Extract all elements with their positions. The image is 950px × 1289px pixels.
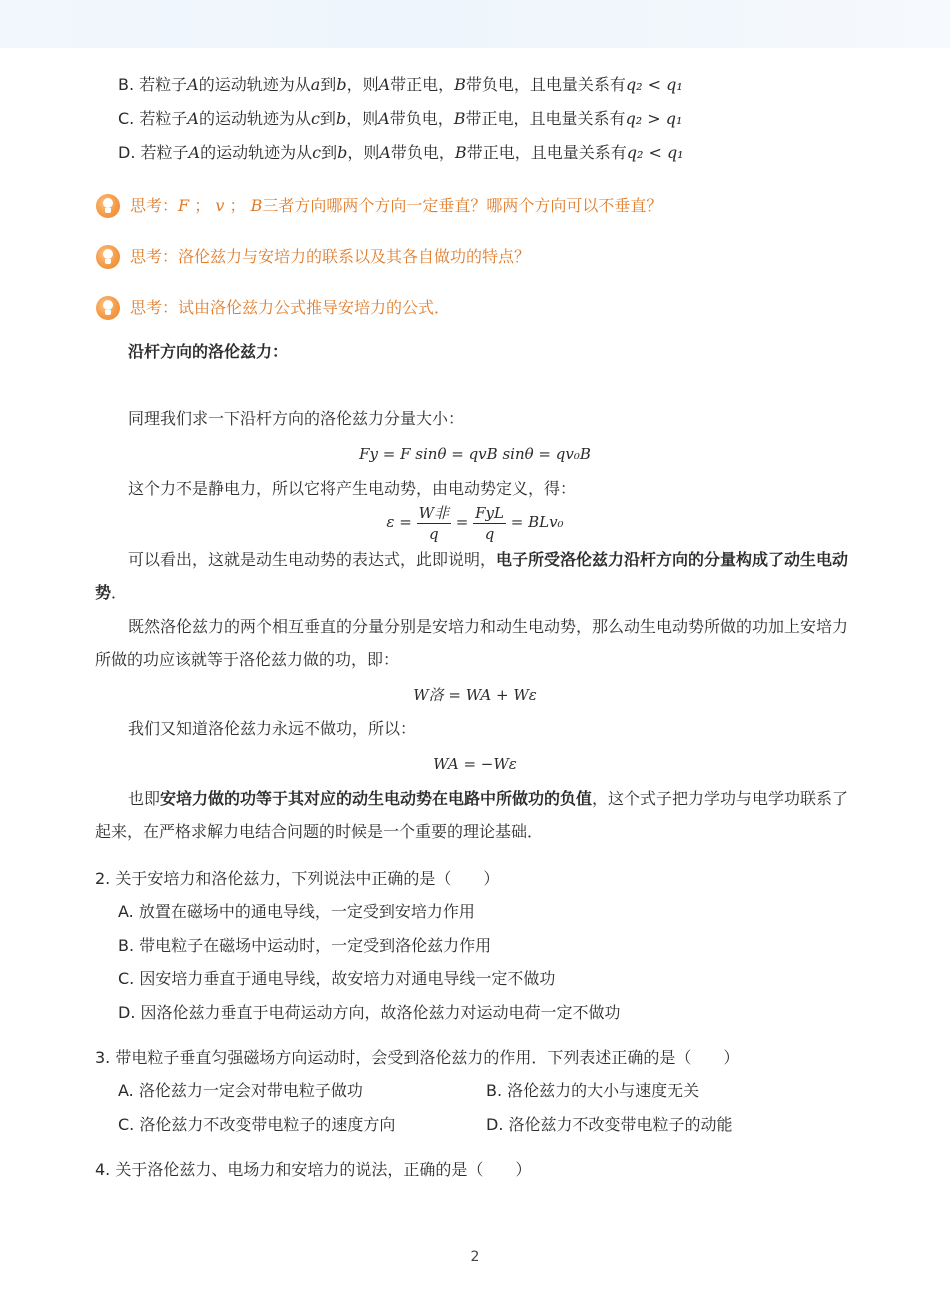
fraction-denominator: q <box>484 524 495 543</box>
math-var: B <box>250 196 263 215</box>
q2-option-d: D. 因洛伦兹力垂直于电荷运动方向，故洛伦兹力对运动电荷一定不做功 <box>118 1003 621 1022</box>
math-var: v <box>215 196 225 215</box>
option-text: 带正电， <box>390 75 455 94</box>
paragraph-text: ． <box>111 583 128 602</box>
option-text: 若粒子 <box>140 143 189 162</box>
math-var: A <box>188 143 201 162</box>
math-var: b <box>336 75 347 94</box>
math-var: c <box>310 109 320 128</box>
q3-option-d: D. 洛伦兹力不改变带电粒子的动能 <box>486 1115 733 1134</box>
math-var: A <box>187 109 199 128</box>
separator: ； <box>229 196 246 215</box>
option-text: 的运动轨迹为从 <box>198 109 311 128</box>
bold-conclusion: 电子所受洛伦兹力沿杆方向的分量构成了动生电动势 <box>95 550 849 602</box>
lightbulb-icon <box>96 245 120 269</box>
fraction-numerator: W非 <box>418 503 449 522</box>
q3-option-a: A. 洛伦兹力一定会对带电粒子做功 <box>118 1081 363 1100</box>
charge-relation: q₂ < q₁ <box>626 143 684 162</box>
equation-text: W洛 = WA + Wε <box>413 686 537 704</box>
equation-4 <box>0 753 950 775</box>
option-text: 若粒子 <box>139 109 188 128</box>
equation-2 <box>0 500 950 544</box>
math-var: A <box>378 109 390 128</box>
option-text: 带正电，且电量关系有 <box>465 109 626 128</box>
math-var: B <box>454 75 466 94</box>
equation-3 <box>0 684 950 706</box>
option-text: 到 <box>320 75 337 94</box>
option-text: ，则 <box>346 109 379 128</box>
equation-1 <box>0 443 950 465</box>
q3-option-b: B. 洛伦兹力的大小与速度无关 <box>486 1081 700 1100</box>
paragraph-text: 可以看出，这就是动生电动势的表达式，此即说明， <box>128 550 497 569</box>
lightbulb-icon <box>96 296 120 320</box>
math-var: A <box>378 75 391 94</box>
think-prompt-3: 思考：试由洛伦兹力公式推导安培力的公式． <box>130 298 451 317</box>
think-prompt-2: 思考：洛伦兹力与安培力的联系以及其各自做功的特点？ <box>130 247 531 266</box>
option-label: B. <box>118 75 135 94</box>
q2-option-c: C. 因安培力垂直于通电导线，故安培力对通电导线一定不做功 <box>118 969 556 988</box>
think-text: 三者方向哪两个方向一定垂直？哪两个方向可以不垂直？ <box>262 196 663 215</box>
think-prefix: 思考： <box>130 196 179 215</box>
q3-stem: 3. 带电粒子垂直匀强磁场方向运动时，会受到洛伦兹力的作用．下列表述正确的是（ ） <box>95 1048 740 1067</box>
paragraph-3 <box>95 543 857 609</box>
equals: = <box>455 513 469 531</box>
math-var: B <box>453 109 466 128</box>
think-prompt-1 <box>130 195 662 217</box>
q2-option-a: A. 放置在磁场中的通电导线，一定受到安培力作用 <box>118 902 475 921</box>
paragraph-6 <box>95 782 857 848</box>
paragraph-1: 同理我们求一下沿杆方向的洛伦兹力分量大小： <box>128 409 465 428</box>
math-var: B <box>454 143 467 162</box>
paragraph-text: ，这个式子把力学功与电学功联系了起来，在严格求解力电结合问题的时候是一个重要的理论基础． <box>95 789 849 841</box>
equation-text: WA = −Wε <box>433 755 517 773</box>
lightbulb-icon <box>96 194 120 218</box>
bold-conclusion: 安培力做的功等于其对应的动生电动势在电路中所做功的负值 <box>160 789 593 808</box>
fraction <box>417 503 451 544</box>
q1-option-d <box>118 142 684 164</box>
equation-text: Fy = F sinθ = qvB sinθ = qv₀B <box>359 445 591 463</box>
paragraph-4: 既然洛伦兹力的两个相互垂直的分量分别是安培力和动生电动势，那么动生电动势所做的功加上安培力所做的功应该就等于洛伦兹力做的功，即： <box>95 617 849 669</box>
math-var: c <box>312 143 322 162</box>
q3-option-c: C. 洛伦兹力不改变带电粒子的速度方向 <box>118 1115 396 1134</box>
math-var: a <box>310 75 321 94</box>
option-text: 若粒子 <box>139 75 188 94</box>
q1-option-b <box>118 74 683 96</box>
math-var: A <box>379 143 391 162</box>
q1-option-c <box>118 108 682 130</box>
option-text: 的运动轨迹为从 <box>198 75 311 94</box>
q4-stem: 4. 关于洛伦兹力、电场力和安培力的说法，正确的是（ ） <box>95 1160 532 1179</box>
option-label: C. <box>118 109 135 128</box>
section-heading: 沿杆方向的洛伦兹力： <box>128 342 289 361</box>
header-band <box>0 0 950 48</box>
option-text: 带正电，且电量关系有 <box>466 143 627 162</box>
option-text: 的运动轨迹为从 <box>200 143 313 162</box>
equation-rhs: = BLv₀ <box>510 513 564 531</box>
paragraph-5: 我们又知道洛伦兹力永远不做功，所以： <box>128 719 417 738</box>
equation-lhs: ε = <box>386 513 412 531</box>
option-text: ，则 <box>347 143 380 162</box>
page-number: 2 <box>470 1249 480 1265</box>
charge-relation: q₂ < q₁ <box>625 75 683 94</box>
paragraph-2: 这个力不是静电力，所以它将产生电动势，由电动势定义，得： <box>128 479 577 498</box>
fraction-numerator: FyL <box>475 503 504 522</box>
option-text: 带负电，且电量关系有 <box>465 75 626 94</box>
option-text: 到 <box>319 109 336 128</box>
math-var: F <box>178 196 190 215</box>
q2-option-b: B. 带电粒子在磁场中运动时，一定受到洛伦兹力作用 <box>118 936 492 955</box>
q2-stem: 2. 关于安培力和洛伦兹力，下列说法中正确的是（ ） <box>95 869 500 888</box>
option-text: 带负电， <box>389 109 454 128</box>
math-var: b <box>337 143 348 162</box>
fraction <box>473 503 506 544</box>
math-var: A <box>187 75 199 94</box>
math-var: b <box>335 109 347 128</box>
option-text: 到 <box>321 143 338 162</box>
option-text: 带负电， <box>390 143 455 162</box>
option-text: ，则 <box>346 75 379 94</box>
fraction-denominator: q <box>428 524 439 543</box>
paragraph-text: 也即 <box>128 789 161 808</box>
charge-relation: q₂ > q₁ <box>625 109 683 128</box>
option-label: D. <box>118 143 136 162</box>
separator: ； <box>194 196 211 215</box>
